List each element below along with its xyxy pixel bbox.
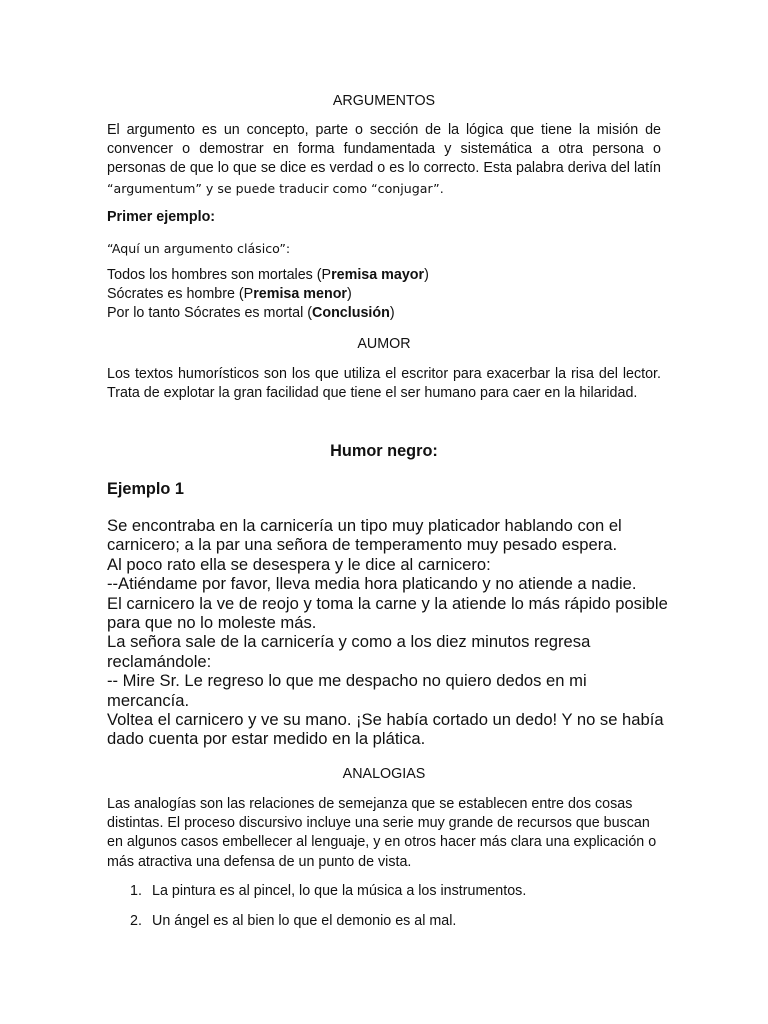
- story-line: Se encontraba en la carnicería un tipo muy platicador hablando con el: [107, 516, 622, 535]
- list-item-number: 2.: [130, 913, 142, 930]
- argumentos-paragraph-end-a: latín: [633, 160, 661, 177]
- story-line: reclamándole:: [107, 651, 212, 671]
- story-line: -- Mire Sr. Le regreso lo que me despacho no quiero dedos en mi: [107, 671, 587, 691]
- story-line: carnicero; a la par una señora de temperamento muy pesado espera.: [107, 535, 618, 555]
- story-line: La señora sale de la carnicería y como a los diez minutos regresa: [107, 632, 591, 652]
- list-item: [130, 882, 650, 901]
- list-item-text: Un ángel es al bien lo que el demonio es al mal.: [152, 913, 457, 930]
- argumentos-paragraph-text: El argumento es un concepto, parte o sección de la lógica que tiene la misión de convencer o demostrar en forma fundamentada y sistemática a otra persona o personas de que lo que se dice es verdad o es lo correcto. Esta palabra deriva del: [107, 122, 661, 177]
- primer-ejemplo-heading: Primer ejemplo:: [107, 209, 216, 225]
- list-item-number: 1.: [130, 883, 142, 899]
- story-line: El carnicero la ve de reojo y toma la carne y la atiende lo más rápido posible: [107, 593, 668, 613]
- argumentos-paragraph: [107, 121, 661, 199]
- list-item: [130, 912, 650, 931]
- example-quote: “Aquí un argumento clásico”:: [107, 241, 291, 256]
- section-title-aumor: AUMOR: [357, 336, 411, 352]
- ejemplo-1-heading: Ejemplo 1: [107, 480, 184, 498]
- story-line: mercancía.: [107, 690, 190, 710]
- humor-negro-title: Humor negro:: [330, 442, 438, 460]
- analogias-paragraph: Las analogías son las relaciones de semejanza que se establecen entre dos cosas distintas. El proceso discursivo incluye una serie muy grande de recursos que buscan en algunos casos embellecer al lenguaje, y en otros hacer más clara una explicación o más atractiva una defensa de un punto de vista.: [107, 796, 657, 870]
- argumentos-paragraph-end-b: “argumentum” y se puede traducir como “conjugar”.: [107, 180, 444, 196]
- story-line: Voltea el carnicero y ve su mano. ¡Se había cortado un dedo! Y no se había: [107, 710, 664, 730]
- list-item-text: La pintura es al pincel, lo que la música a los instrumentos.: [152, 883, 527, 899]
- section-title-analogias: ANALOGIAS: [342, 766, 426, 782]
- premises-list: [107, 266, 661, 324]
- humor-negro-story: [107, 516, 667, 749]
- story-line: para que no lo moleste más.: [107, 613, 317, 633]
- section-title-argumentos: ARGUMENTOS: [332, 93, 436, 109]
- premise-conclusion: Por lo tanto Sócrates es mortal (Conclusión): [107, 305, 395, 322]
- analogias-list: [130, 882, 650, 931]
- aumor-paragraph: Los textos humorísticos son los que utiliza el escritor para exacerbar la risa del lector. Trata de explotar la gran facilidad que tiene el ser humano para caer en la hilaridad.: [107, 366, 661, 402]
- story-line: --Atiéndame por favor, lleva media hora platicando y no atiende a nadie.: [107, 574, 637, 594]
- premise-major: Todos los hombres son mortales (Premisa mayor): [107, 267, 429, 283]
- story-line: dado cuenta por estar medido en la plática.: [107, 729, 426, 749]
- story-line: Al poco rato ella se desespera y le dice al carnicero:: [107, 554, 491, 574]
- premise-minor: Sócrates es hombre (Premisa menor): [107, 286, 352, 303]
